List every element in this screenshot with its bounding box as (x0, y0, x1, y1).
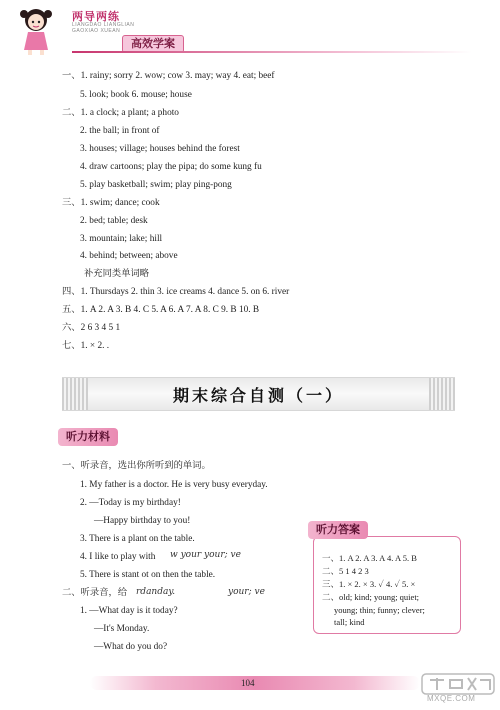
answer-line: 二、1. a clock; a plant; a photo (62, 108, 179, 118)
listening-line: 5. There is stant ot on then the table. (80, 570, 216, 580)
girl-mascot-icon (14, 4, 70, 56)
handwritten-note: your; ve (228, 587, 265, 597)
answer-line: 七、1. × 2. . (62, 341, 110, 351)
footer-ribbon (90, 676, 420, 690)
answer-line: 五、1. A 2. A 3. B 4. C 5. A 6. A 7. A 8. C 9. B 10. B (62, 305, 260, 315)
box-answer-line: 三、1. × 2. × 3. ✓ 4. ✓ 5. × (322, 579, 416, 589)
answer-line: 5. play basketball; swim; play ping-pong (80, 180, 232, 190)
answer-line: 三、1. swim; dance; cook (62, 198, 160, 208)
box-answer-line: 一、1. A 2. A 3. A 4. A 5. B (322, 553, 417, 563)
answer-line: 四、1. Thursdays 2. thin 3. ice creams 4. dance 5. on 6. river (62, 287, 290, 297)
page-header (0, 0, 500, 58)
listening-line: 2. —Today is my birthday! (80, 498, 181, 508)
listening-line: 4. I like to play with (80, 552, 156, 562)
section-title-bar (62, 377, 455, 411)
answer-line: 4. draw cartoons; play the pipa; do some kung fu (80, 162, 262, 172)
answer-line: 4. behind; between; above (80, 251, 178, 261)
answer-line: 5. look; book 6. mouse; house (80, 90, 192, 100)
box-answer-line: 二、5 1 4 2 3 (322, 566, 369, 576)
listening-answer-box (313, 536, 461, 634)
handwritten-note: rdanday. (136, 587, 176, 597)
answer-line: 2. the ball; in front of (80, 126, 160, 136)
answer-line: 3. mountain; lake; hill (80, 234, 163, 244)
page-number: 104 (241, 678, 255, 688)
header-divider (72, 51, 472, 53)
listening-line: 二、听录音，给 (62, 588, 128, 598)
section-title: 期末综合自测（一） (172, 388, 344, 405)
listening-line: 1. —What day is it today? (80, 606, 178, 616)
listening-line: 1. My father is a doctor. He is very busy everyday. (80, 480, 268, 490)
watermark-text: MXQE.COM (427, 694, 476, 703)
listening-material-tag: 听力材料 (58, 428, 118, 446)
answer-line: 补充同类单词略 (84, 269, 150, 279)
answer-line: 3. houses; village; houses behind the forest (80, 144, 240, 154)
book-series-badge: 高效学案 (122, 35, 184, 53)
answer-line: 一、1. rainy; sorry 2. wow; cow 3. may; way 4. eat; beef (62, 71, 275, 81)
listening-line: —It's Monday. (94, 624, 150, 634)
listening-line: 3. There is a plant on the table. (80, 534, 195, 544)
answer-line: 六、2 6 3 4 5 1 (62, 323, 121, 333)
brand-name: 两导两练 (72, 11, 120, 23)
listening-line: —What do you do? (94, 642, 168, 652)
answer-line: 2. bed; table; desk (80, 216, 148, 226)
box-answer-line: tall; kind (334, 617, 365, 627)
handwritten-note: w your your; ve (170, 550, 241, 560)
brand-subtitle: LIANGDAO LIANGLIAN GAOXIAO XUEAN (72, 22, 135, 34)
listening-line: 一、听录音，选出你所听到的单词。 (62, 461, 211, 471)
listening-line: —Happy birthday to you! (94, 516, 191, 526)
box-answer-line: 二、old; kind; young; quiet; (322, 592, 420, 602)
listening-answer-tag: 听力答案 (308, 521, 368, 539)
box-answer-line: young; thin; funny; clever; (334, 605, 425, 615)
